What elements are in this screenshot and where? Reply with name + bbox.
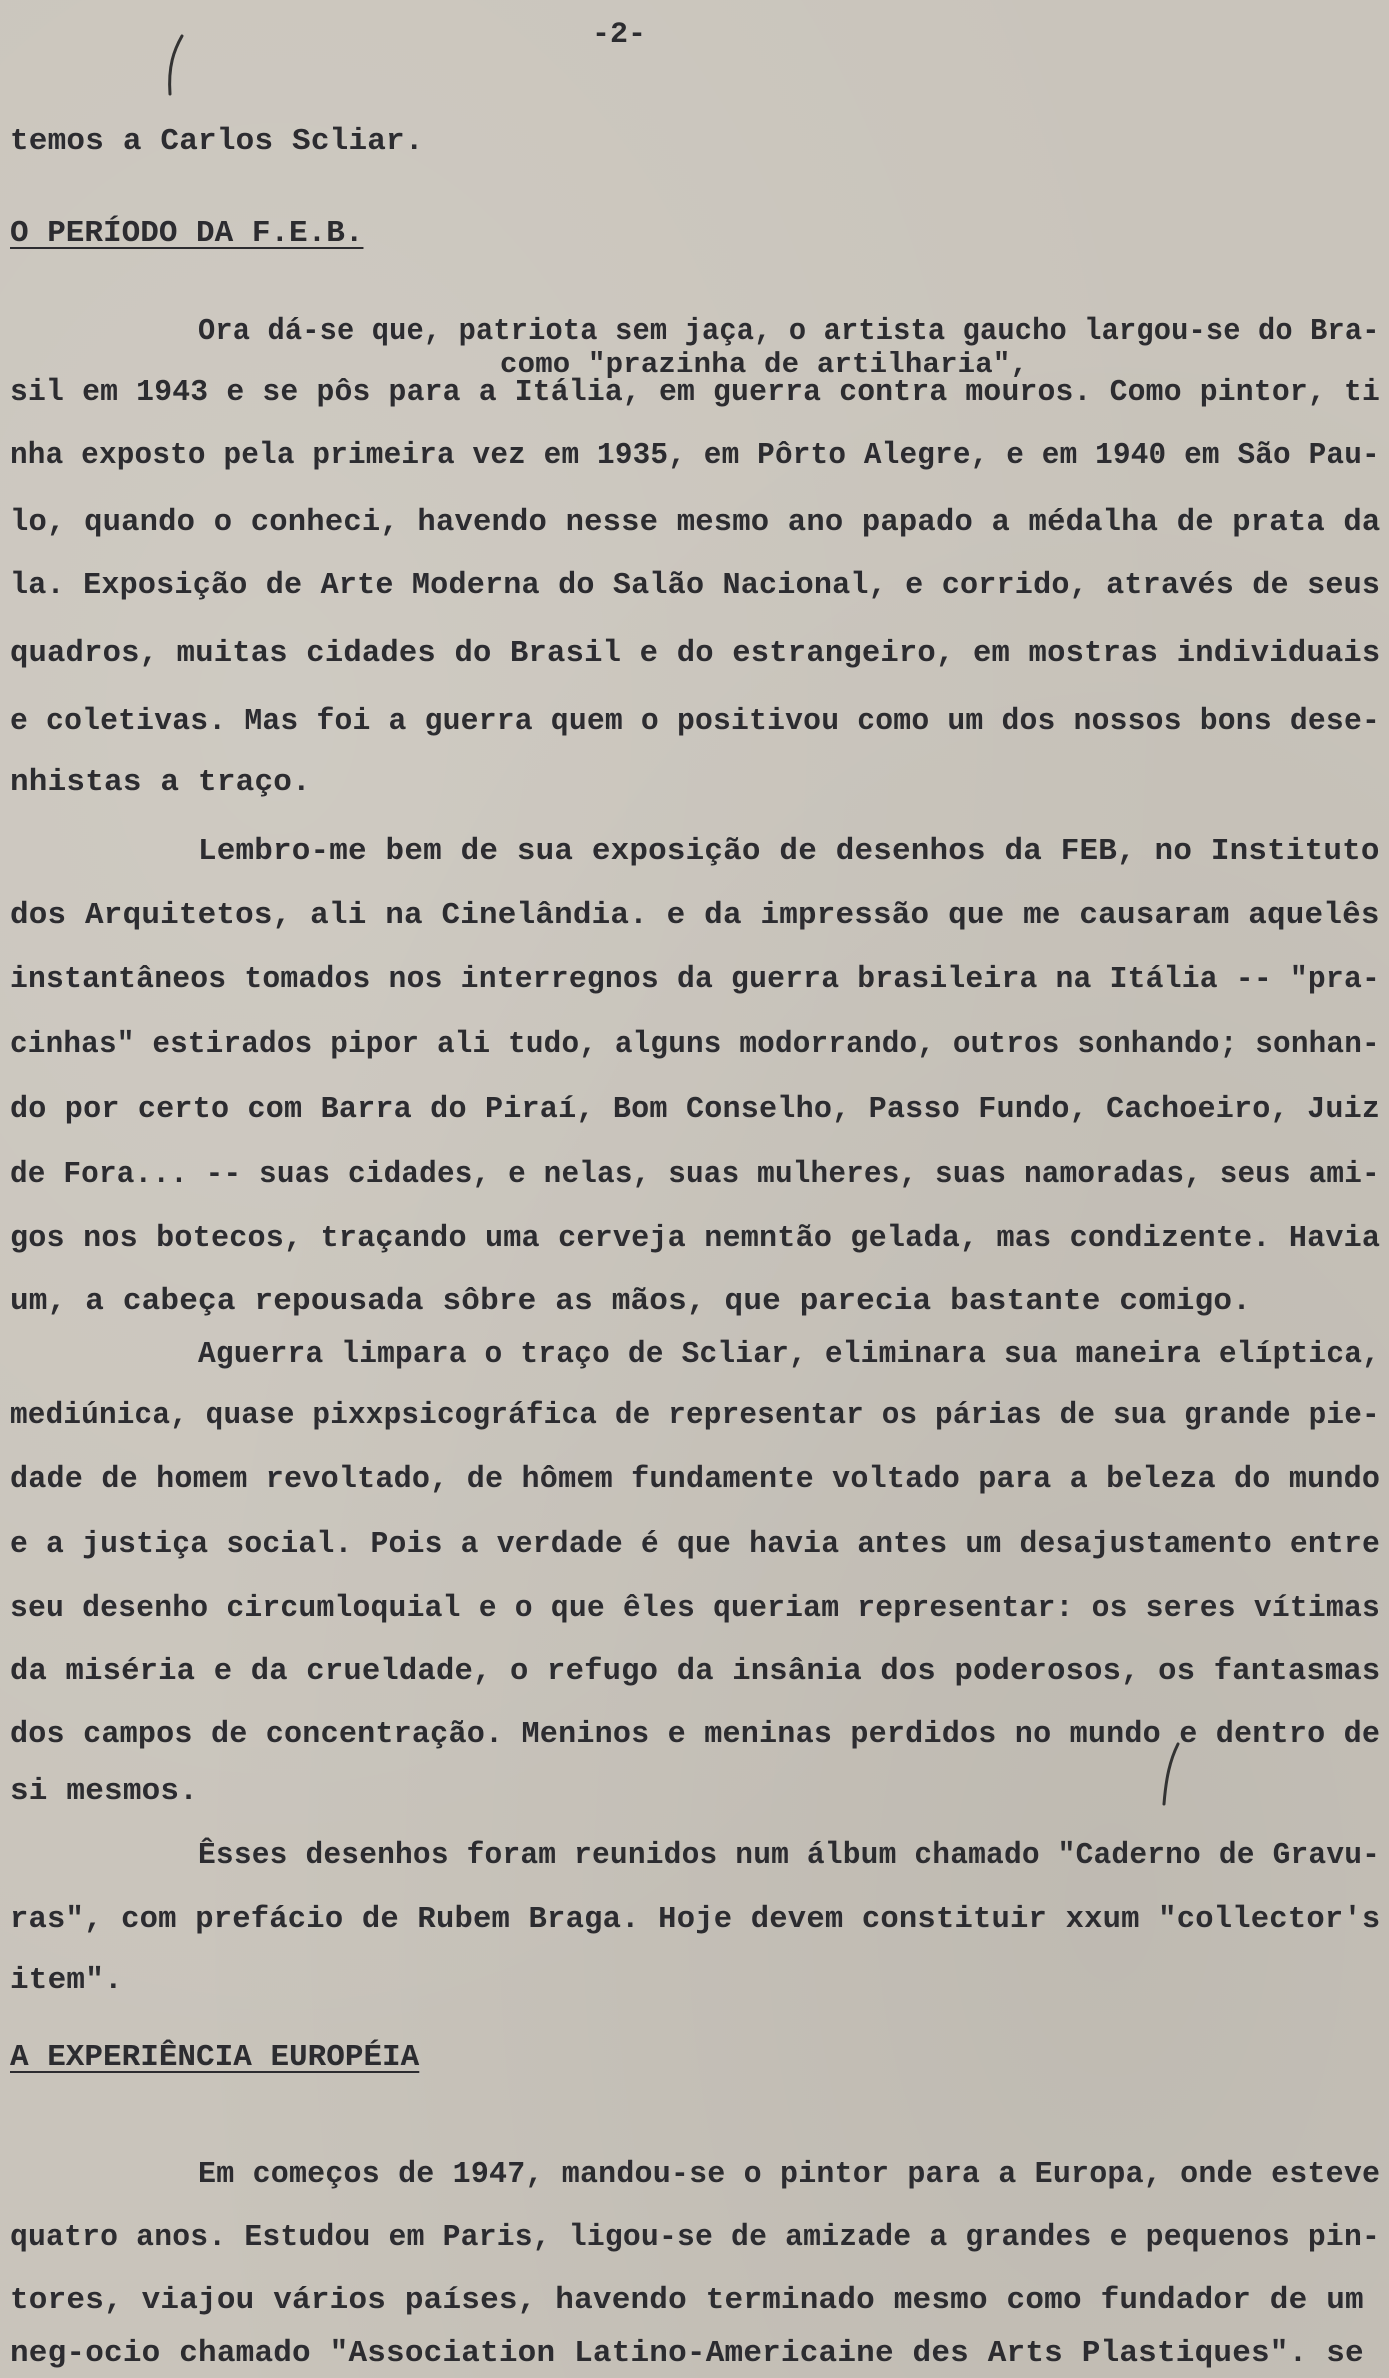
text-line: dos Arquitetos, ali na Cinelândia. e da impressão que me causaram aquelês bbox=[10, 898, 1380, 933]
text-line: ras", com prefácio de Rubem Braga. Hoje devem constituir xxum "collector's bbox=[10, 1902, 1381, 1937]
text-line: dos campos de concentração. Meninos e meninas perdidos no mundo e dentro de bbox=[10, 1717, 1381, 1752]
page-number: -2- bbox=[592, 18, 647, 52]
text-line: Em começos de 1947, mandou-se o pintor para a Europa, onde esteve bbox=[198, 2157, 1381, 2192]
text-line: nhistas a traço. bbox=[10, 765, 311, 800]
text-line: lo, quando o conheci, havendo nesse mesmo ano papado a médalha de prata da bbox=[10, 505, 1381, 540]
text-line: sil em 1943 e se pôs para a Itália, em guerra contra mouros. Como pintor, ti bbox=[10, 375, 1381, 410]
text-line: nha exposto pela primeira vez em 1935, em Pôrto Alegre, e em 1940 em São Pau- bbox=[10, 438, 1380, 473]
section-heading-feb: O PERÍODO DA F.E.B. bbox=[10, 216, 364, 251]
text-line: Aguerra limpara o traço de Scliar, eliminara sua maneira elíptica, bbox=[198, 1337, 1381, 1372]
text-line: e coletivas. Mas foi a guerra quem o positivou como um dos nossos bons dese- bbox=[10, 704, 1381, 739]
text-line: item". bbox=[10, 1963, 123, 1998]
text-line: si mesmos. bbox=[10, 1774, 199, 1809]
text-line: da miséria e da crueldade, o refugo da insânia dos poderosos, os fantasmas bbox=[10, 1654, 1381, 1689]
handwritten-stroke-top bbox=[160, 32, 190, 102]
text-line: quatro anos. Estudou em Paris, ligou-se de amizade a grandes e pequenos pin- bbox=[10, 2220, 1381, 2255]
text-line: Êsses desenhos foram reunidos num álbum chamado "Caderno de Gravu- bbox=[198, 1838, 1381, 1873]
text-line: como "prazinha de artilharia", bbox=[500, 348, 1029, 381]
text-line: seu desenho circumloquial e o que êles queriam representar: os seres vítimas bbox=[10, 1591, 1381, 1626]
text-line: Lembro-me bem de sua exposição de desenhos da FEB, no Instituto bbox=[198, 834, 1380, 869]
section-heading-europe: A EXPERIÊNCIA EUROPÉIA bbox=[10, 2040, 420, 2075]
text-line: tores, viajou vários países, havendo terminado mesmo como fundador de um bbox=[10, 2283, 1364, 2318]
text-line: dade de homem revoltado, de hômem fundamente voltado para a beleza do mundo bbox=[10, 1462, 1381, 1497]
text-line: um, a cabeça repousada sôbre as mãos, que parecia bastante comigo. bbox=[10, 1284, 1251, 1319]
text-line: instantâneos tomados nos interregnos da guerra brasileira na Itália -- "pra- bbox=[10, 962, 1381, 997]
handwritten-stroke-margin bbox=[1150, 1740, 1190, 1810]
text-line: cinhas" estirados pipor ali tudo, alguns modorrando, outros sonhando; sonhan- bbox=[10, 1027, 1380, 1062]
text-line: la. Exposição de Arte Moderna do Salão Nacional, e corrido, através de seus bbox=[10, 568, 1381, 603]
text-line: Ora dá-se que, patriota sem jaça, o artista gaucho largou-se do Bra- bbox=[198, 314, 1380, 349]
text-line: e a justiça social. Pois a verdade é que havia antes um desajustamento entre bbox=[10, 1527, 1381, 1562]
text-line: neg-ocio chamado "Association Latino-Americaine des Arts Plastiques". se bbox=[10, 2336, 1364, 2371]
text-line: temos a Carlos Scliar. bbox=[10, 124, 424, 159]
text-line: de Fora... -- suas cidades, e nelas, suas mulheres, suas namoradas, seus ami- bbox=[10, 1157, 1380, 1192]
text-line: do por certo com Barra do Piraí, Bom Conselho, Passo Fundo, Cachoeiro, Juiz bbox=[10, 1092, 1381, 1127]
text-line: mediúnica, quase pixxpsicográfica de representar os párias de sua grande pie- bbox=[10, 1398, 1380, 1433]
text-line: gos nos botecos, traçando uma cerveja nemntão gelada, mas condizente. Havia bbox=[10, 1221, 1381, 1256]
text-line: quadros, muitas cidades do Brasil e do estrangeiro, em mostras individuais bbox=[10, 636, 1381, 671]
